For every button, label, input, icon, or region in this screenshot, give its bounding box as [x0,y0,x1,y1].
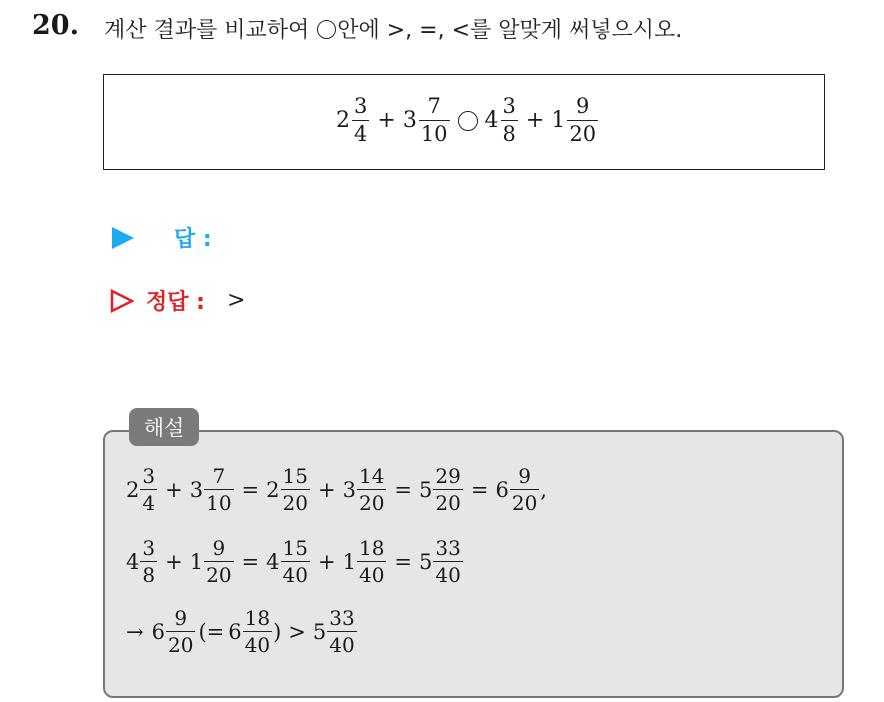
mixed-whole: 5 [419,549,433,574]
equals-sign: = [241,549,260,574]
mixed-whole: 3 [402,108,417,133]
fraction: $\frac{15}{20}$ [282,464,308,515]
plus-sign: + [165,477,183,502]
fraction: $\frac{33}{40}$ [329,606,355,657]
equals-sign: = [470,477,489,502]
mixed-whole: 1 [551,108,566,133]
solution-line-1 [126,466,547,513]
circle-blank-icon [317,20,336,39]
fraction: $\frac{3}{4}$ [354,94,368,146]
mixed-whole: 4 [126,549,140,574]
mixed-whole: 6 [228,619,242,644]
fraction: $\frac{9}{20}$ [569,94,597,146]
comma: , [540,477,547,502]
plus-sign: + [317,549,336,574]
plus-sign: + [377,108,396,133]
correct-answer-label: 정답 : [146,290,205,315]
mixed-whole: 1 [189,549,204,574]
comparison-circle-icon[interactable] [458,111,478,131]
mixed-whole: 3 [189,477,204,502]
equals-sign: = [241,477,260,502]
question-text [104,13,682,44]
greater-than-sign: > [288,619,306,644]
mixed-whole: 4 [484,108,499,133]
plus-sign: + [525,108,545,133]
solution-tab: 해설 [129,408,199,446]
mixed-whole: 3 [342,477,356,502]
outline-triangle-icon [110,289,134,313]
fraction: $\frac{15}{40}$ [282,536,308,587]
plus-sign: + [165,549,183,574]
fraction: $\frac{7}{10}$ [420,94,448,146]
solution-line-2 [126,538,464,585]
answer-label: 답 : [174,227,212,252]
mixed-whole: 2 [336,108,350,133]
mixed-whole: 2 [126,477,140,502]
fraction: $\frac{3}{4}$ [142,464,156,515]
question-number: 20. [32,10,79,41]
fraction: $\frac{3}{8}$ [142,536,156,587]
fraction: $\frac{14}{20}$ [358,464,385,515]
mixed-whole: 4 [266,549,280,574]
fraction: $\frac{3}{8}$ [502,94,516,146]
problem-expression [336,96,599,145]
equals-sign: = [394,477,413,502]
fraction: $\frac{9}{20}$ [206,536,232,587]
correct-answer-value: > [226,288,246,313]
mixed-whole: 6 [495,477,509,502]
question-text-after: 안에 >, =, <를 알맞게 써넣으시오. [337,18,683,43]
mixed-whole: 1 [342,549,356,574]
fraction: $\frac{18}{40}$ [244,606,271,657]
fraction: $\frac{9}{20}$ [167,606,194,657]
correct-answer-row [110,285,245,316]
mixed-whole: 5 [419,477,433,502]
question-text-before: 계산 결과를 비교하여 [104,18,317,43]
fraction: $\frac{7}{10}$ [206,464,232,515]
solution-line-3 [126,608,358,655]
arrow-icon: → [126,619,144,644]
fraction: $\frac{29}{20}$ [435,464,461,515]
fraction: $\frac{9}{20}$ [511,464,538,515]
paren-close: ) [273,619,282,644]
paren-open: (= [198,619,225,644]
mixed-whole: 6 [151,619,165,644]
play-triangle-icon [112,227,134,249]
equals-sign: = [394,549,413,574]
answer-row [112,222,212,253]
fraction: $\frac{18}{40}$ [358,536,385,587]
plus-sign: + [317,477,336,502]
fraction: $\frac{33}{40}$ [435,536,461,587]
mixed-whole: 5 [312,619,327,644]
mixed-whole: 2 [266,477,280,502]
